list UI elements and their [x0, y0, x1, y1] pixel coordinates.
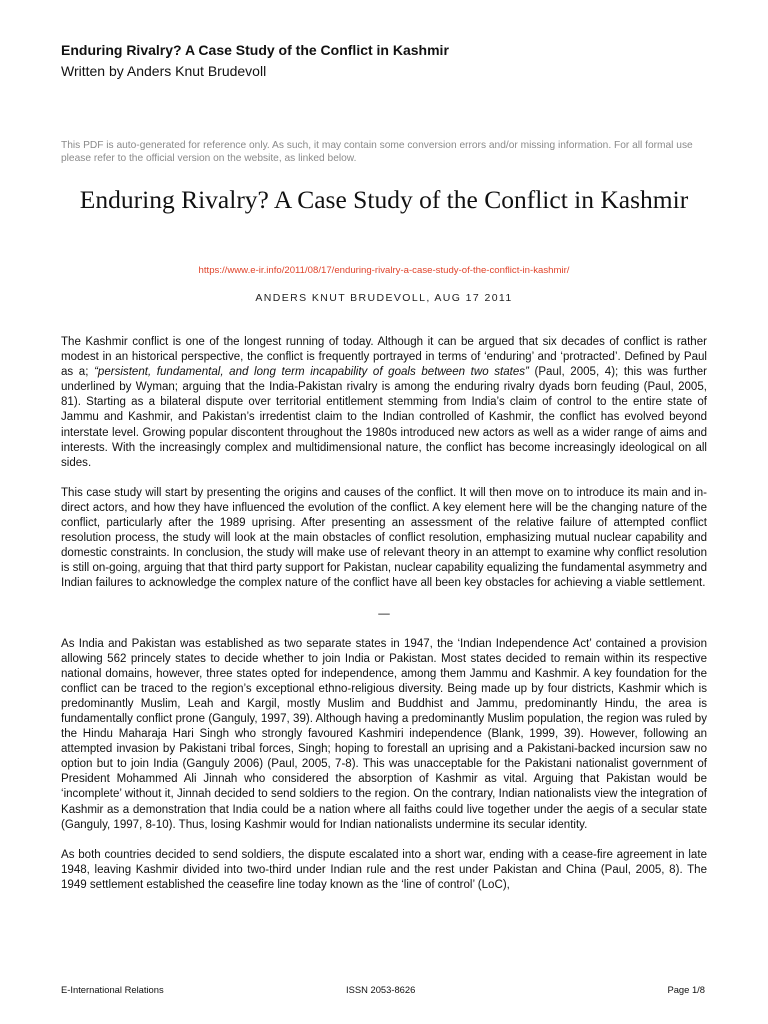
- page-header: [61, 42, 711, 80]
- section-separator: —: [378, 607, 390, 620]
- page-footer: [61, 984, 707, 998]
- paragraph-1-rest: (Paul, 2005, 4); this was further underlined by Wyman; arguing that the India-Pakistan rivalry is among the enduring rivalry dyads born feuding (Paul, 2005, 81). Starting as a bilateral dispute over territorial entitlement stemming from India’s claim of control to the entire state of Jammu and Kashmir, and Pakistan’s irredentist claim to the Indian controlled of Kashmir, the conflict has evolved beyond interstate level. Growing popular discontent throughout the 1980s introduced new actors as well as a wider range of aims and interests. With the increasingly complex and multidimensional nature, the conflict has become increasingly ideological on all sides.: [61, 366, 707, 469]
- header-title: Enduring Rivalry? A Case Study of the Conflict in Kashmir: [61, 42, 449, 58]
- article-url-link[interactable]: https://www.e-ir.info/2011/08/17/enduring-rivalry-a-case-study-of-the-conflict-in-kashmir/: [198, 265, 570, 276]
- paragraph-2: This case study will start by presenting the origins and causes of the conflict. It will then move on to introduce its main and in-direct actors, and how they have influenced the evolution of the conflict. A key element here will be the changing nature of the conflict, particularly after the 1989 uprising. After presenting an assessment of the relative failure of attempted conflict resolution process, the study will look at the main obstacles of conflict resolution, emphasizing mutual nuclear capability and domestic constraints. In conclusion, the study will make use of relevant theory in an attempt to examine why conflict resolution is still on-going, arguing that that third party support for Pakistan, nuclear capability equalizing the fundamental asymmetry and Indian failures to acknowledge the complex nature of the conflict have all been key obstacles for achieving a viable settlement.: [61, 486, 707, 590]
- header-author: Written by Anders Knut Brudevoll: [61, 63, 267, 79]
- footer-issn: ISSN 2053-8626: [346, 984, 416, 995]
- pdf-disclaimer: This PDF is auto-generated for reference only. As such, it may contain some conversion errors and/or missing information. For all formal use please refer to the official version on the website, as linked below.: [61, 140, 693, 164]
- paul-quote: “persistent, fundamental, and long term incapability of goals between two states”: [94, 366, 529, 379]
- paragraph-4: As both countries decided to send soldiers, the dispute escalated into a short war, ending with a cease-fire agreement in late 1948, leaving Kashmir divided into two-third under Indian rule and the rest under Pakistan and China (Paul, 2005, 8). The 1949 settlement established the ceasefire line today known as the ‘line of control’ (LoC),: [61, 848, 707, 891]
- article-byline: ANDERS KNUT BRUDEVOLL, AUG 17 2011: [255, 292, 513, 304]
- paragraph-1: [61, 335, 707, 471]
- paragraph-3: As India and Pakistan was established as two separate states in 1947, the ‘Indian Independence Act’ contained a provision allowing 562 princely states to decide whether to join India or Pakistan. Most states decided to remain within its respective national domains, however, three states opted for independence, among them Jammu and Kashmir. A key foundation for the conflict can be traced to the region’s exceptional ethno-religious diversity. Being made up by four districts, Kashmir which is predominantly Muslim, Leah and Kargil, mostly Muslim and Buddhist and Jammu, predominantly Hindu, the area is fundamentally conflict prone (Ganguly, 1997, 39). Although having a predominantly Muslim population, the region was ruled by the Hindu Maharaja Hari Singh who strongly favoured Kashmiri independence (Blank, 1999, 39). However, following an attempted invasion by Pakistani tribal forces, Singh; hoping to forestall an uprising and a Pakistani-backed incursion saw no option but to join India (Ganguly 2006) (Paul, 2005, 7-8). This was unacceptable for the Pakistani nationalist government of President Mohammed Ali Jinnah who considered the absorption of Kashmir as vital. Arguing that Pakistan would be ‘incomplete’ without it, Jinnah decided to send soldiers to the region. On the contrary, Indian nationalists view the integration of Kashmir as a demonstration that India could be a nation where all faiths could live together under the aegis of a secular state (Ganguly, 1997, 8-10). Thus, losing Kashmir would for Indian nationalists undermine its secular identity.: [61, 637, 707, 831]
- footer-publisher: E-International Relations: [61, 984, 164, 995]
- article-title: Enduring Rivalry? A Case Study of the Conflict in Kashmir: [79, 185, 689, 214]
- footer-page-number: Page 1/8: [667, 984, 705, 995]
- article-body: [61, 335, 707, 908]
- paragraph-1-intro: The Kashmir conflict is one of the longest running of today. Although it can be argued that six decades of conflict is rather modest in an historical perspective, the conflict is frequently portrayed in terms of ‘enduring’ and ‘protracted’. Defined by Paul as a;: [61, 336, 707, 379]
